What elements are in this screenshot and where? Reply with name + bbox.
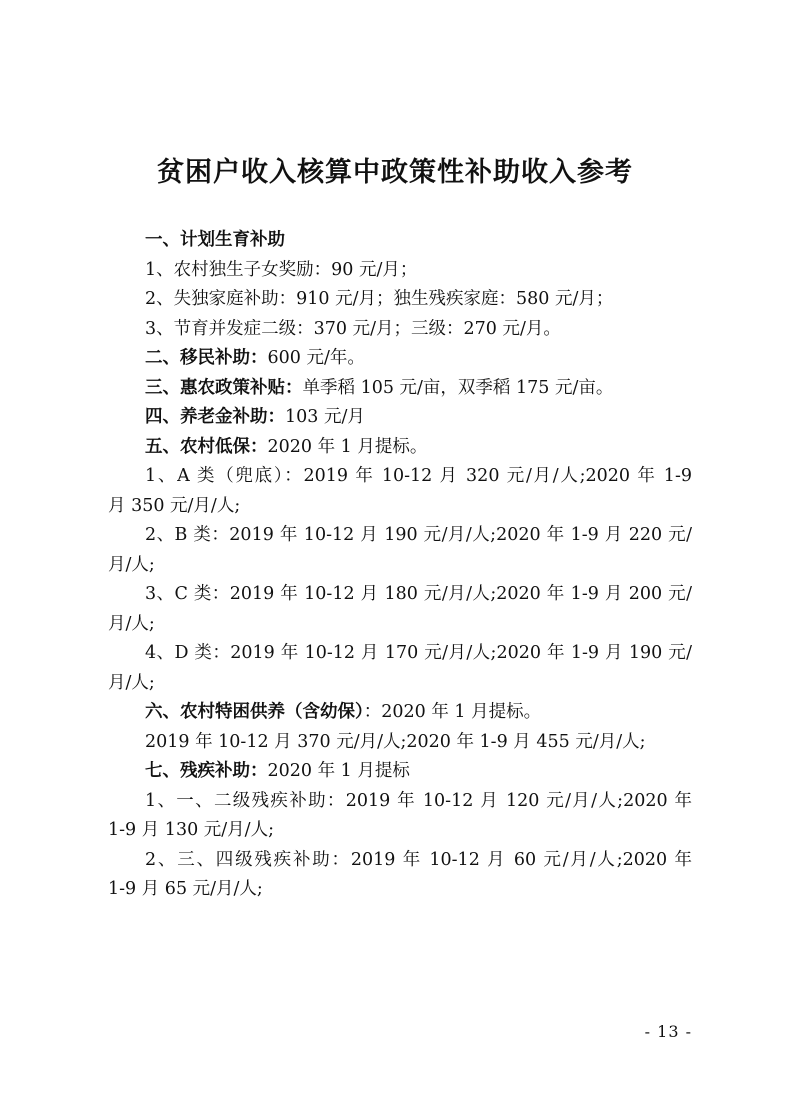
paragraph-line: 1-9 月 130 元/月/人; [108,820,274,840]
paragraph-line: 3、C 类：2019 年 10-12 月 180 元/月/人;2020 年 1-9 月 200 元/ [145,584,692,604]
paragraph-line: 2、三、四级残疾补助：2019 年 10-12 月 60 元/月/人;2020 年 [145,849,692,870]
paragraph-line: 3、节育并发症二级：370 元/月；三级：270 元/月。 [145,318,561,339]
paragraph-line: 1、一、二级残疾补助：2019 年 10-12 月 120 元/月/人;2020 年 [145,790,692,811]
section-text: 103 元/月 [285,407,365,427]
section-text: ：2020 年 1 月提标。 [363,702,542,722]
section-special-support [108,698,692,728]
paragraph-line: 2019 年 10-12 月 370 元/月/人;2020 年 1-9 月 455 元/月/人; [145,731,646,752]
section-heading: 三、惠农政策补贴： [145,377,303,398]
paragraph-line: 1-9 月 65 元/月/人; [108,879,263,899]
section-heading: 四、养老金补助： [145,407,285,427]
section-heading: 七、残疾补助： [145,761,268,781]
paragraph-line: 2、失独家庭补助：910 元/月；独生残疾家庭：580 元/月； [145,289,614,309]
page-title: 贫困户收入核算中政策性补助收入参考 [157,157,633,188]
paragraph-line: 月/人; [108,613,155,634]
section-heading-family-planning: 一、计划生育补助 [145,230,285,250]
paragraph-line: 2、B 类：2019 年 10-12 月 190 元/月/人;2020 年 1-9 月 220 元/ [145,525,692,545]
section-text: 2020 年 1 月提标。 [267,436,428,457]
section-rural-dibao [108,433,692,463]
paragraph-line: 4、D 类：2019 年 10-12 月 170 元/月/人;2020 年 1-9 月 190 元/ [145,643,692,663]
section-heading: 六、农村特困供养（含幼保） [145,702,364,722]
section-pension [108,403,692,433]
document-body [108,226,692,905]
paragraph-line: 月/人; [108,554,155,575]
paragraph-line: 1、农村独生子女奖励：90 元/月； [145,259,418,280]
paragraph-line: 月 350 元/月/人; [108,495,241,516]
section-text: 2020 年 1 月提标 [267,761,410,781]
section-heading: 五、农村低保： [145,436,268,457]
paragraph-line: 1、A 类（兜底）：2019 年 10-12 月 320 元/月/人;2020 年 1-9 [145,466,692,486]
section-disability-subsidy [108,757,692,787]
paragraph-line: 月/人; [108,672,155,693]
section-farm-subsidy [108,374,692,404]
section-text: 单季稻 105 元/亩，双季稻 175 元/亩。 [302,377,614,398]
section-migrant-subsidy [108,344,692,374]
page-number: - 13 - [644,1022,692,1041]
section-text: 600 元/年。 [267,348,365,368]
section-heading: 二、移民补助： [145,348,268,368]
